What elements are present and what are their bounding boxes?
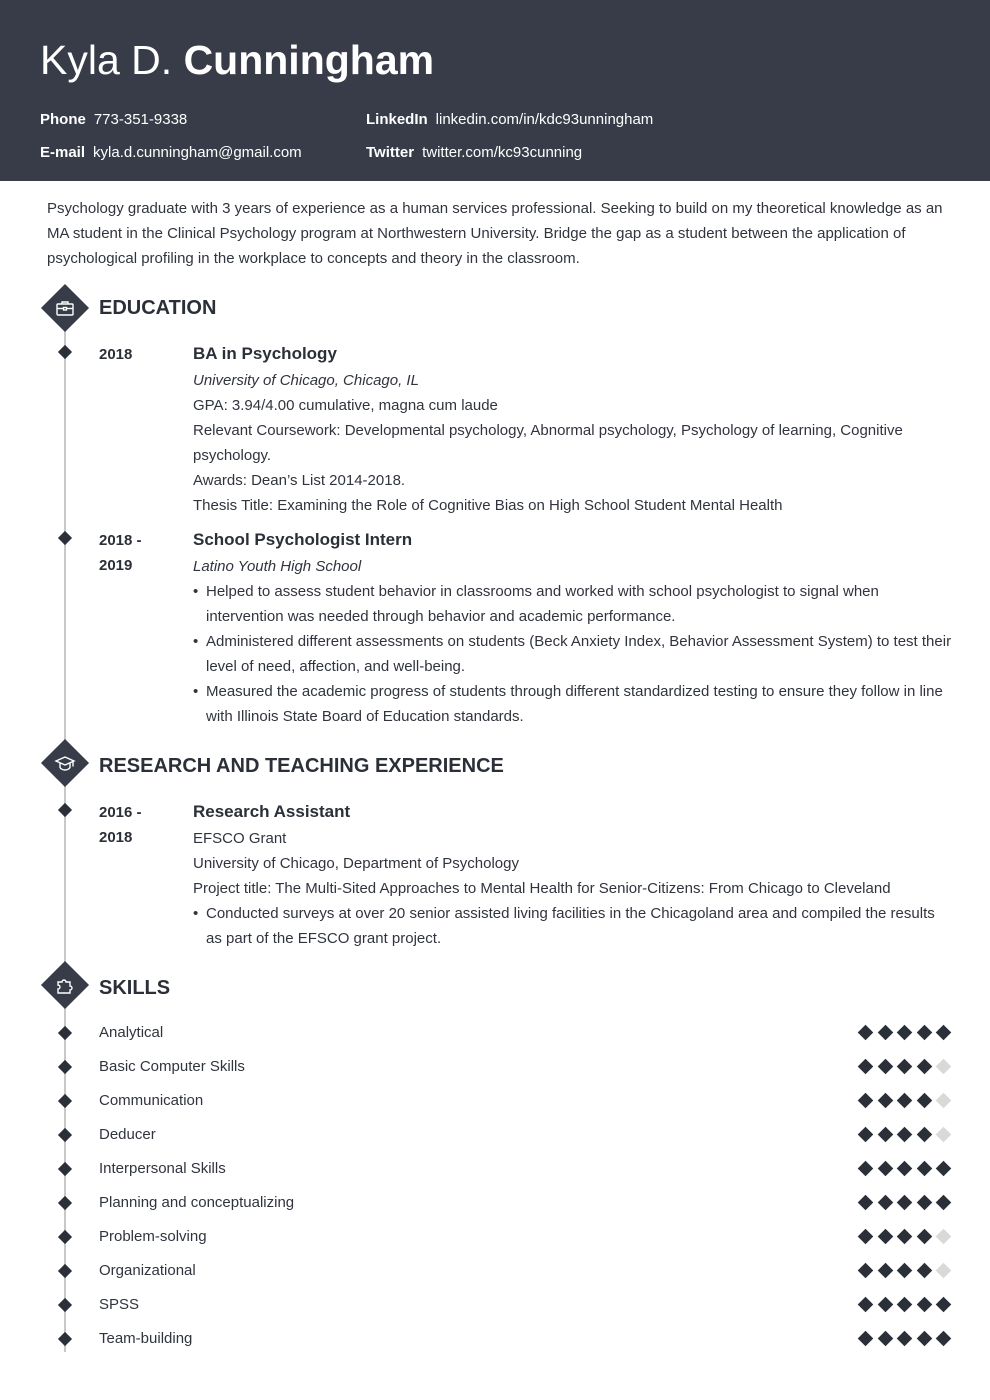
rating-diamond-filled xyxy=(877,1229,893,1245)
research-entry xyxy=(193,799,953,951)
timeline-marker xyxy=(58,531,72,545)
rating-diamond-filled xyxy=(936,1025,952,1041)
rating-diamond-filled xyxy=(936,1331,952,1347)
rating-diamond-filled xyxy=(858,1127,874,1143)
rating-diamond-filled xyxy=(858,1263,874,1279)
skill-rating xyxy=(858,1091,953,1111)
contact-twitter xyxy=(366,143,582,163)
contact-label: LinkedIn xyxy=(366,111,428,128)
rating-diamond-filled xyxy=(897,1161,913,1177)
timeline-marker xyxy=(58,1298,72,1312)
timeline-marker xyxy=(58,345,72,359)
contact-email xyxy=(40,143,302,163)
skill-name: Deducer xyxy=(99,1126,156,1143)
skill-name: Team-building xyxy=(99,1330,193,1347)
contact-phone xyxy=(40,110,187,130)
candidate-name xyxy=(40,36,434,84)
skill-rating xyxy=(858,1295,953,1315)
experience-entry xyxy=(193,527,953,729)
skill-rating xyxy=(858,1023,953,1043)
timeline-marker xyxy=(58,1060,72,1074)
timeline-marker xyxy=(58,1332,72,1346)
rating-diamond-filled xyxy=(877,1161,893,1177)
rating-diamond-filled xyxy=(877,1263,893,1279)
rating-diamond-filled xyxy=(916,1025,932,1041)
graduation-cap-icon xyxy=(41,739,89,787)
skills-heading: SKILLS xyxy=(99,977,171,999)
rating-diamond-empty xyxy=(936,1093,952,1109)
first-name: Kyla D. xyxy=(40,37,173,83)
rating-diamond-filled xyxy=(858,1195,874,1211)
rating-diamond-filled xyxy=(877,1331,893,1347)
skill-rating xyxy=(858,1329,953,1349)
rating-diamond-filled xyxy=(916,1127,932,1143)
skill-rating xyxy=(858,1261,953,1281)
rating-diamond-empty xyxy=(936,1127,952,1143)
rating-diamond-filled xyxy=(877,1297,893,1313)
entry-line: Thesis Title: Examining the Role of Cognitive Bias on High School Student Mental Health xyxy=(193,497,783,514)
entry-bullet: • Measured the academic progress of students through different standardized testing to ensure they follow in line with Illinois State Board of Education standards. xyxy=(193,679,953,729)
timeline-marker xyxy=(58,1196,72,1210)
contact-value: twitter.com/kc93cunning xyxy=(422,144,583,161)
skill-name: Interpersonal Skills xyxy=(99,1160,226,1177)
rating-diamond-filled xyxy=(877,1093,893,1109)
rating-diamond-filled xyxy=(916,1195,932,1211)
entry-bullets xyxy=(193,579,953,729)
research-heading: RESEARCH AND TEACHING EXPERIENCE xyxy=(99,755,504,777)
rating-diamond-filled xyxy=(877,1195,893,1211)
entry-line: University of Chicago, Department of Psychology xyxy=(193,855,519,872)
contact-label: E-mail xyxy=(40,144,86,161)
rating-diamond-filled xyxy=(916,1059,932,1075)
entry-line: EFSCO Grant xyxy=(193,830,287,847)
skill-rating xyxy=(858,1159,953,1179)
entry-title: BA in Psychology xyxy=(193,344,337,363)
entry-bullets xyxy=(193,901,953,951)
skill-name: Organizational xyxy=(99,1262,196,1279)
skill-rating xyxy=(858,1193,953,1213)
contact-label: Twitter xyxy=(366,144,415,161)
rating-diamond-filled xyxy=(858,1025,874,1041)
rating-diamond-filled xyxy=(897,1093,913,1109)
rating-diamond-filled xyxy=(877,1059,893,1075)
rating-diamond-filled xyxy=(877,1025,893,1041)
skill-name: Planning and conceptualizing xyxy=(99,1194,295,1211)
contact-value: linkedin.com/in/kdc93unningham xyxy=(435,111,654,128)
education-heading: EDUCATION xyxy=(99,297,217,319)
rating-diamond-filled xyxy=(916,1093,932,1109)
entry-line: Awards: Dean’s List 2014-2018. xyxy=(193,472,406,489)
rating-diamond-filled xyxy=(897,1263,913,1279)
rating-diamond-filled xyxy=(916,1297,932,1313)
rating-diamond-filled xyxy=(897,1195,913,1211)
rating-diamond-filled xyxy=(936,1195,952,1211)
rating-diamond-filled xyxy=(858,1093,874,1109)
entry-bullet: • Administered different assessments on students (Beck Anxiety Index, Behavior Assessment System) to test their level of need, affection, and well-being. xyxy=(193,629,953,679)
resume-header xyxy=(0,0,990,181)
briefcase-icon xyxy=(41,284,89,332)
rating-diamond-empty xyxy=(936,1263,952,1279)
entry-institution: University of Chicago, Chicago, IL xyxy=(193,372,419,389)
last-name: Cunningham xyxy=(183,37,435,83)
entry-title: Research Assistant xyxy=(193,802,351,821)
rating-diamond-filled xyxy=(897,1127,913,1143)
rating-diamond-filled xyxy=(897,1229,913,1245)
rating-diamond-filled xyxy=(858,1229,874,1245)
rating-diamond-filled xyxy=(897,1331,913,1347)
profile-summary: Psychology graduate with 3 years of experience as a human services professional. Seeking to build on my theoretical knowledge as an MA student in the Clinical Psychology program at Northwestern University. Bridge the gap as a student between the application of psychological profiling in the workplace to concepts and theory in the classroom. xyxy=(47,200,943,267)
education-date: 2018 xyxy=(99,346,133,363)
rating-diamond-filled xyxy=(897,1025,913,1041)
skill-name: Communication xyxy=(99,1092,204,1109)
rating-diamond-filled xyxy=(936,1161,952,1177)
contact-value: 773-351-9338 xyxy=(93,111,188,128)
skill-rating xyxy=(858,1057,953,1077)
rating-diamond-filled xyxy=(858,1331,874,1347)
entry-bullet: • Conducted surveys at over 20 senior assisted living facilities in the Chicagoland area and compiled the results as part of the EFSCO grant project. xyxy=(193,901,953,951)
entry-line: GPA: 3.94/4.00 cumulative, magna cum laude xyxy=(193,397,498,414)
entry-line: Relevant Coursework: Developmental psychology, Abnormal psychology, Psychology of learning, Cognitive psychology. xyxy=(193,422,903,464)
skill-name: Problem-solving xyxy=(99,1228,207,1245)
timeline-marker xyxy=(58,803,72,817)
education-entry xyxy=(193,341,953,518)
rating-diamond-filled xyxy=(858,1161,874,1177)
contact-value: kyla.d.cunningham@gmail.com xyxy=(93,144,302,161)
rating-diamond-filled xyxy=(897,1297,913,1313)
rating-diamond-empty xyxy=(936,1059,952,1075)
skill-rating xyxy=(858,1125,953,1145)
skill-rating xyxy=(858,1227,953,1247)
rating-diamond-empty xyxy=(936,1229,952,1245)
rating-diamond-filled xyxy=(916,1161,932,1177)
skill-name: SPSS xyxy=(99,1296,140,1313)
entry-bullet: • Helped to assess student behavior in classrooms and worked with school psychologist to signal when intervention was needed through behavior and academic performance. xyxy=(193,579,953,629)
entry-organization: Latino Youth High School xyxy=(193,558,362,575)
puzzle-icon xyxy=(41,961,89,1009)
timeline-marker xyxy=(58,1128,72,1142)
experience-date: 2018 - 2019 xyxy=(99,532,142,574)
rating-diamond-filled xyxy=(916,1331,932,1347)
rating-diamond-filled xyxy=(916,1229,932,1245)
rating-diamond-filled xyxy=(916,1263,932,1279)
contact-label: Phone xyxy=(40,111,86,128)
rating-diamond-filled xyxy=(858,1059,874,1075)
research-date: 2016 - 2018 xyxy=(99,804,142,846)
skill-name: Analytical xyxy=(99,1024,164,1041)
rating-diamond-filled xyxy=(897,1059,913,1075)
timeline-marker xyxy=(58,1162,72,1176)
rating-diamond-filled xyxy=(877,1127,893,1143)
entry-line: Project title: The Multi-Sited Approaches to Mental Health for Senior-Citizens: From Chicago to Cleveland xyxy=(193,880,891,897)
rating-diamond-filled xyxy=(936,1297,952,1313)
contact-linkedin xyxy=(366,110,653,130)
timeline-marker xyxy=(58,1094,72,1108)
timeline-marker xyxy=(58,1264,72,1278)
skill-name: Basic Computer Skills xyxy=(99,1058,245,1075)
entry-title: School Psychologist Intern xyxy=(193,530,413,549)
timeline-marker xyxy=(58,1026,72,1040)
timeline-marker xyxy=(58,1230,72,1244)
rating-diamond-filled xyxy=(858,1297,874,1313)
